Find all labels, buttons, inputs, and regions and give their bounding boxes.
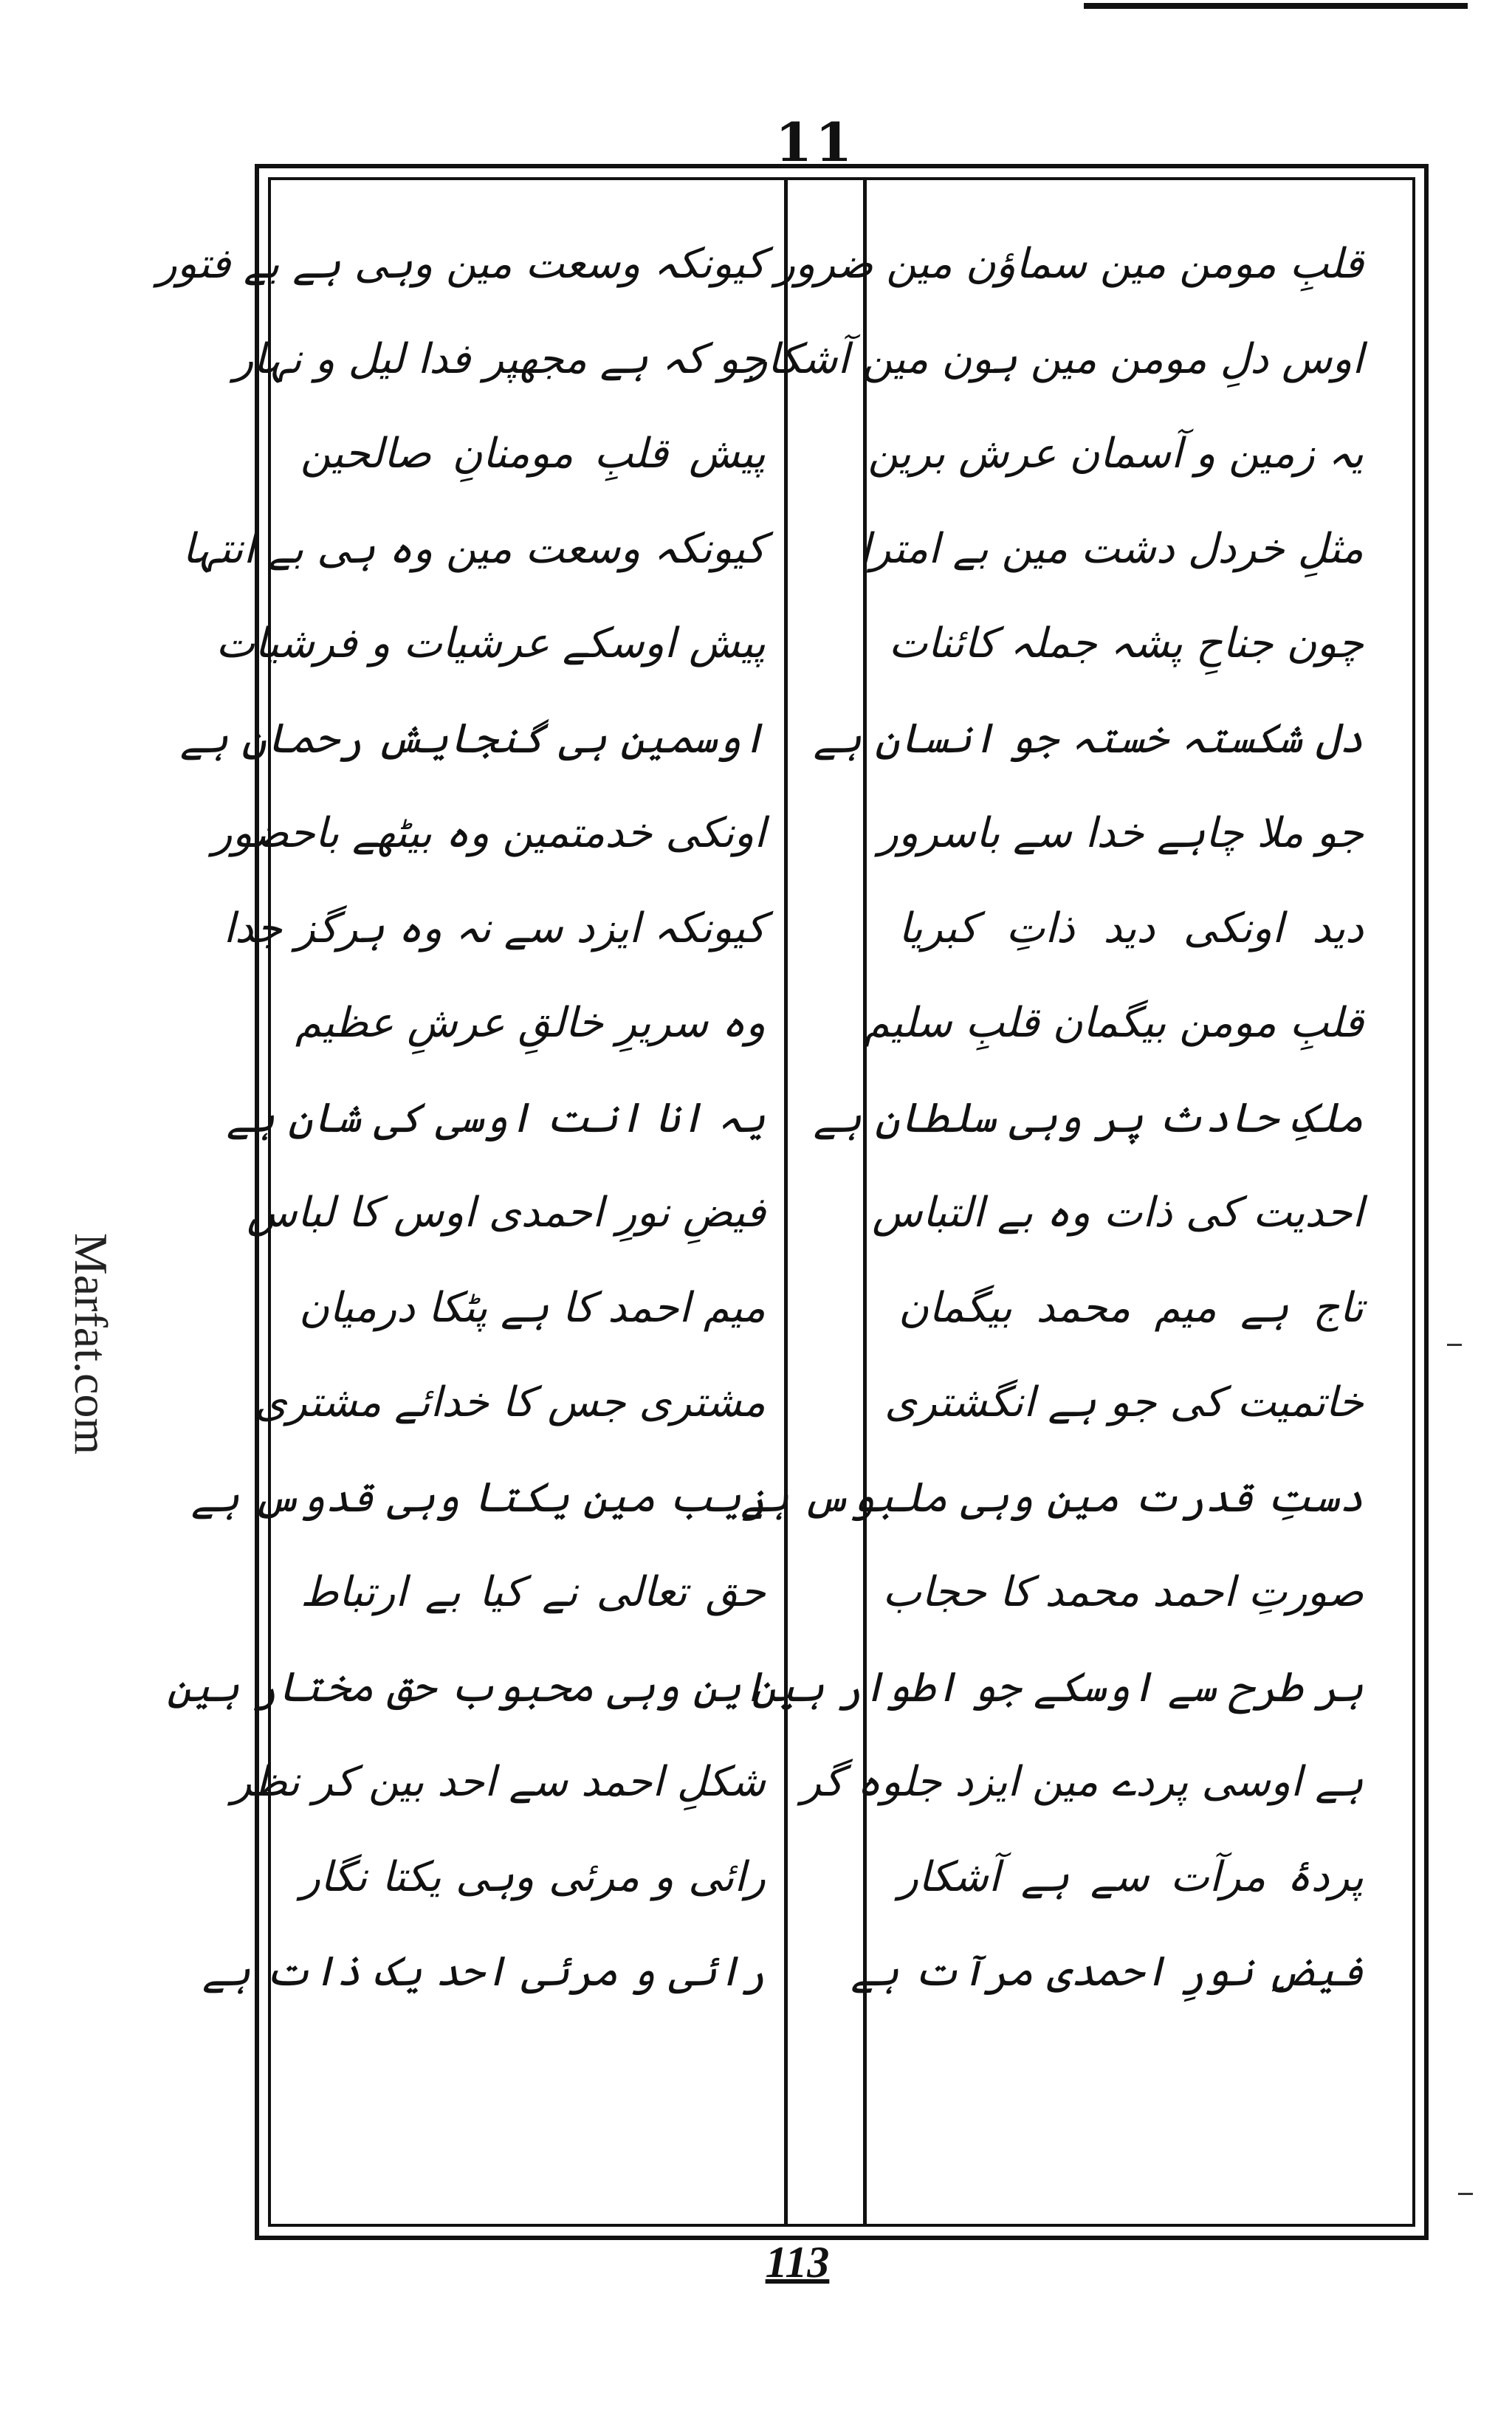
left-verse-line: پیش قلبِ مومنانِ صالحین [300, 430, 766, 478]
page-top-mark: 11 [775, 111, 856, 174]
right-verse-line: دستِ قدرت مین وہی ملبوس ہے [740, 1473, 1364, 1522]
right-verse-line: ہے اوسی پردے مین ایزد جلوہ گر [801, 1758, 1364, 1806]
right-verse-line: چون جناحِ پشہ جملہ کائنات [888, 619, 1364, 667]
right-verse-line: جو ملا چاہے خدا سے باسرور [878, 809, 1364, 857]
column-divider-left [784, 180, 788, 2224]
left-verse-line: شکلِ احمد سے احد بین کر نظر [231, 1758, 766, 1806]
verse-frame [157, 164, 1429, 2240]
right-verse-line: خاتمیت کی جو ہے انگشتری [884, 1378, 1364, 1426]
left-verse-line: کیونکہ ایزد سے نہ وہ ہرگز جدا [223, 904, 766, 952]
right-verse-line: صورتِ احمد محمد کا حجاب [882, 1568, 1364, 1616]
left-verse-line: رائی و مرئی احد یک ذات ہے [202, 1948, 766, 1996]
right-column [740, 217, 1364, 2020]
right-verse-line: دید اونکی دید ذاتِ کبریا [898, 904, 1364, 952]
left-verse-line: این وہی محبوب حق مختار ہین [167, 1663, 766, 1711]
right-verse-line: احدیت کی ذات وہ بے التباس [872, 1189, 1364, 1237]
page-number: 113 [765, 2238, 830, 2287]
left-verse-line: رائی و مرئی وہی یکتا نگار [300, 1852, 766, 1901]
watermark: Marfat.com [65, 1232, 117, 1455]
right-verse-line: ملکِ حادث پر وہی سلطان ہے [813, 1093, 1364, 1142]
left-verse-line: اوسمین ہی گنجایش رحمان ہے [179, 714, 766, 763]
right-verse-line: یہ زمین و آسمان عرش برین [867, 430, 1364, 478]
left-verse-line: کیونکہ وسعت مین وہ ہی بے انتہا [182, 524, 766, 573]
right-verse-line: اوس دلِ مومن مین ہون مین آشکار [747, 334, 1364, 383]
right-verse-line: دل شکستہ خستہ جو انسان ہے [813, 714, 1364, 763]
right-verse-line: فیضِ نورِ احمدی مرآت ہے [850, 1948, 1364, 1996]
right-verse-line: قلبِ مومن مین سماؤن مین ضرور [775, 240, 1364, 288]
right-verse-line: مثلِ خردل دشت مین بے امترا [859, 524, 1364, 573]
column-divider-right [863, 180, 867, 2224]
left-verse-line: میم احمد کا ہے پٹکا درمیان [299, 1283, 766, 1332]
left-verse-line: پیش اوسکے عرشیات و فرشیات [216, 619, 766, 667]
top-rule [1084, 3, 1468, 9]
left-column [157, 217, 766, 2020]
left-verse-line: فیضِ نورِ احمدی اوس کا لباس [247, 1189, 766, 1237]
margin-mark [1447, 1344, 1462, 1346]
left-verse-line: مشتری جس کا خدائے مشتری [254, 1378, 766, 1426]
left-verse-line: جو کہ ہے مجھپر فدا لیل و نہار [233, 334, 766, 383]
right-verse-line: ہر طرح سے اوسکے جو اطوار ہین [752, 1663, 1364, 1711]
right-verse-line: پردۂ مرآت سے ہے آشکار [898, 1852, 1364, 1901]
left-verse-line: حق تعالی نے کیا بے ارتباط [300, 1568, 766, 1616]
left-verse-line: زیب مین یکتا وہی قدوس ہے [190, 1473, 766, 1522]
left-verse-line: وہ سریرِ خالقِ عرشِ عظیم [295, 999, 766, 1047]
margin-mark [1458, 2193, 1473, 2195]
left-verse-line: کیونکہ وسعت مین وہی ہے بے فتور [157, 240, 766, 288]
verse-frame-inner [157, 177, 1415, 2227]
left-verse-line: اونکی خدمتمین وہ بیٹھے باحضور [212, 809, 766, 857]
right-verse-line: قلبِ مومن بیگمان قلبِ سلیم [864, 999, 1364, 1047]
right-verse-line: تاج ہے میم محمد بیگمان [898, 1283, 1364, 1332]
left-verse-line: یہ انا انت اوسی کی شان ہے [226, 1093, 766, 1142]
